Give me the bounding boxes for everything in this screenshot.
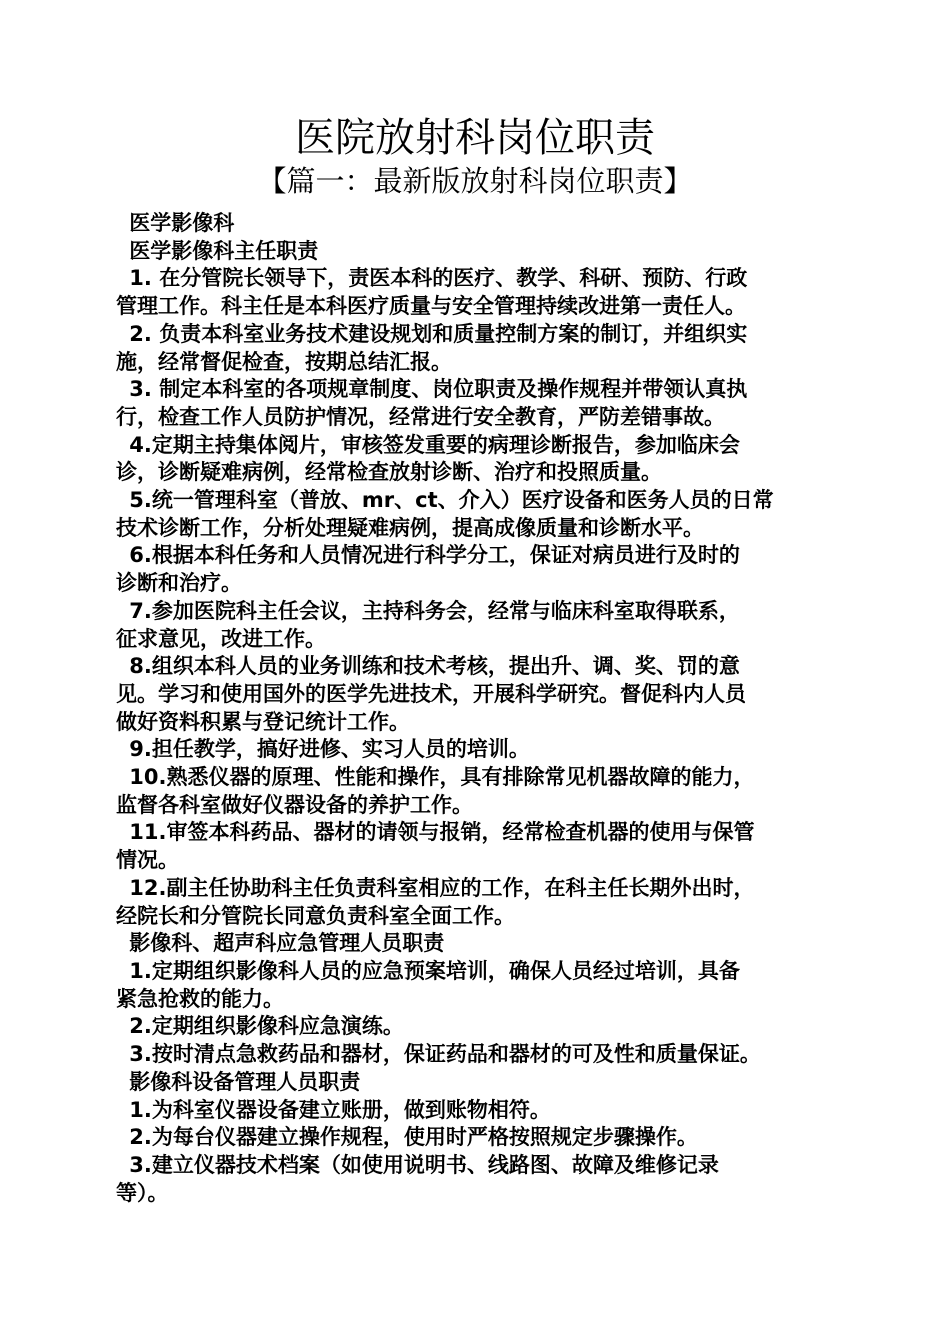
text-line: 5.统一管理科室（普放、mr、ct、介入）医疗设备和医务人员的日常 bbox=[122, 488, 774, 513]
text-line: 2.定期组织影像科应急演练。 bbox=[122, 1014, 404, 1039]
text-line: 1.为科室仪器设备建立账册，做到账物相符。 bbox=[122, 1097, 551, 1122]
text-line: 影像科设备管理人员职责 bbox=[122, 1069, 361, 1094]
text-line: 技术诊断工作，分析处理疑难病例，提高成像质量和诊断水平。 bbox=[116, 515, 704, 540]
text-line: 诊，诊断疑难病例，经常检查放射诊断、治疗和投照质量。 bbox=[116, 460, 662, 485]
text-line: 2. 负责本科室业务技术建设规划和质量控制方案的制订，并组织实 bbox=[122, 321, 748, 346]
text-line: 等）。 bbox=[116, 1180, 169, 1205]
text-line: 医学影像科 bbox=[122, 211, 235, 235]
text-line: 征求意见，改进工作。 bbox=[116, 626, 326, 651]
text-line: 做好资料积累与登记统计工作。 bbox=[116, 709, 410, 734]
text-line: 经院长和分管院长同意负责科室全面工作。 bbox=[116, 903, 515, 928]
text-line: 12.副主任协助科主任负责科室相应的工作，在科主任长期外出时， bbox=[122, 875, 755, 900]
text-line: 监督各科室做好仪器设备的养护工作。 bbox=[116, 792, 473, 817]
text-line: 3.按时清点急救药品和器材，保证药品和器材的可及性和质量保证。 bbox=[122, 1042, 761, 1067]
text-line: 6.根据本科任务和人员情况进行科学分工，保证对病员进行及时的 bbox=[122, 543, 740, 568]
document-subtitle: 【篇一：最新版放射科岗位职责】 bbox=[257, 164, 693, 198]
document-body bbox=[116, 210, 838, 1207]
text-line: 9.担任教学，搞好进修、实习人员的培训。 bbox=[122, 737, 530, 762]
text-line: 行，检查工作人员防护情况，经常进行安全教育，严防差错事故。 bbox=[116, 404, 725, 429]
text-line: 1. 在分管院长领导下，责医本科的医疗、教学、科研、预防、行政 bbox=[122, 266, 748, 291]
text-line: 影像科、超声科应急管理人员职责 bbox=[122, 931, 445, 956]
text-line: 4.定期主持集体阅片，审核签发重要的病理诊断报告，参加临床会 bbox=[122, 432, 740, 457]
text-line: 情况。 bbox=[116, 848, 179, 873]
text-line: 管理工作。科主任是本科医疗质量与安全管理持续改进第一责任人。 bbox=[116, 294, 746, 319]
text-line: 3.建立仪器技术档案（如使用说明书、线路图、故障及维修记录 bbox=[122, 1152, 719, 1177]
text-line: 10.熟悉仪器的原理、性能和操作，具有排除常见机器故障的能力， bbox=[122, 765, 755, 790]
text-line: 1.定期组织影像科人员的应急预案培训，确保人员经过培训，具备 bbox=[122, 958, 740, 983]
text-line: 2.为每台仪器建立操作规程，使用时严格按照规定步骤操作。 bbox=[122, 1125, 698, 1150]
text-line: 施，经常督促检查，按期总结汇报。 bbox=[116, 349, 452, 374]
document-title: 医院放射科岗位职责 bbox=[295, 115, 655, 161]
text-line: 11.审签本科药品、器材的请领与报销，经常检查机器的使用与保管 bbox=[122, 820, 755, 845]
text-line: 见。学习和使用国外的医学先进技术，开展科学研究。督促科内人员 bbox=[116, 681, 746, 706]
text-line: 医学影像科主任职责 bbox=[122, 238, 319, 263]
text-line: 3. 制定本科室的各项规章制度、岗位职责及操作规程并带领认真执 bbox=[122, 377, 748, 402]
text-line: 诊断和治疗。 bbox=[116, 571, 242, 596]
text-line: 7.参加医院科主任会议，主持科务会，经常与临床科室取得联系， bbox=[122, 598, 740, 623]
text-line: 8.组织本科人员的业务训练和技术考核，提出升、调、奖、罚的意 bbox=[122, 654, 740, 679]
text-line: 紧急抢救的能力。 bbox=[116, 986, 284, 1011]
